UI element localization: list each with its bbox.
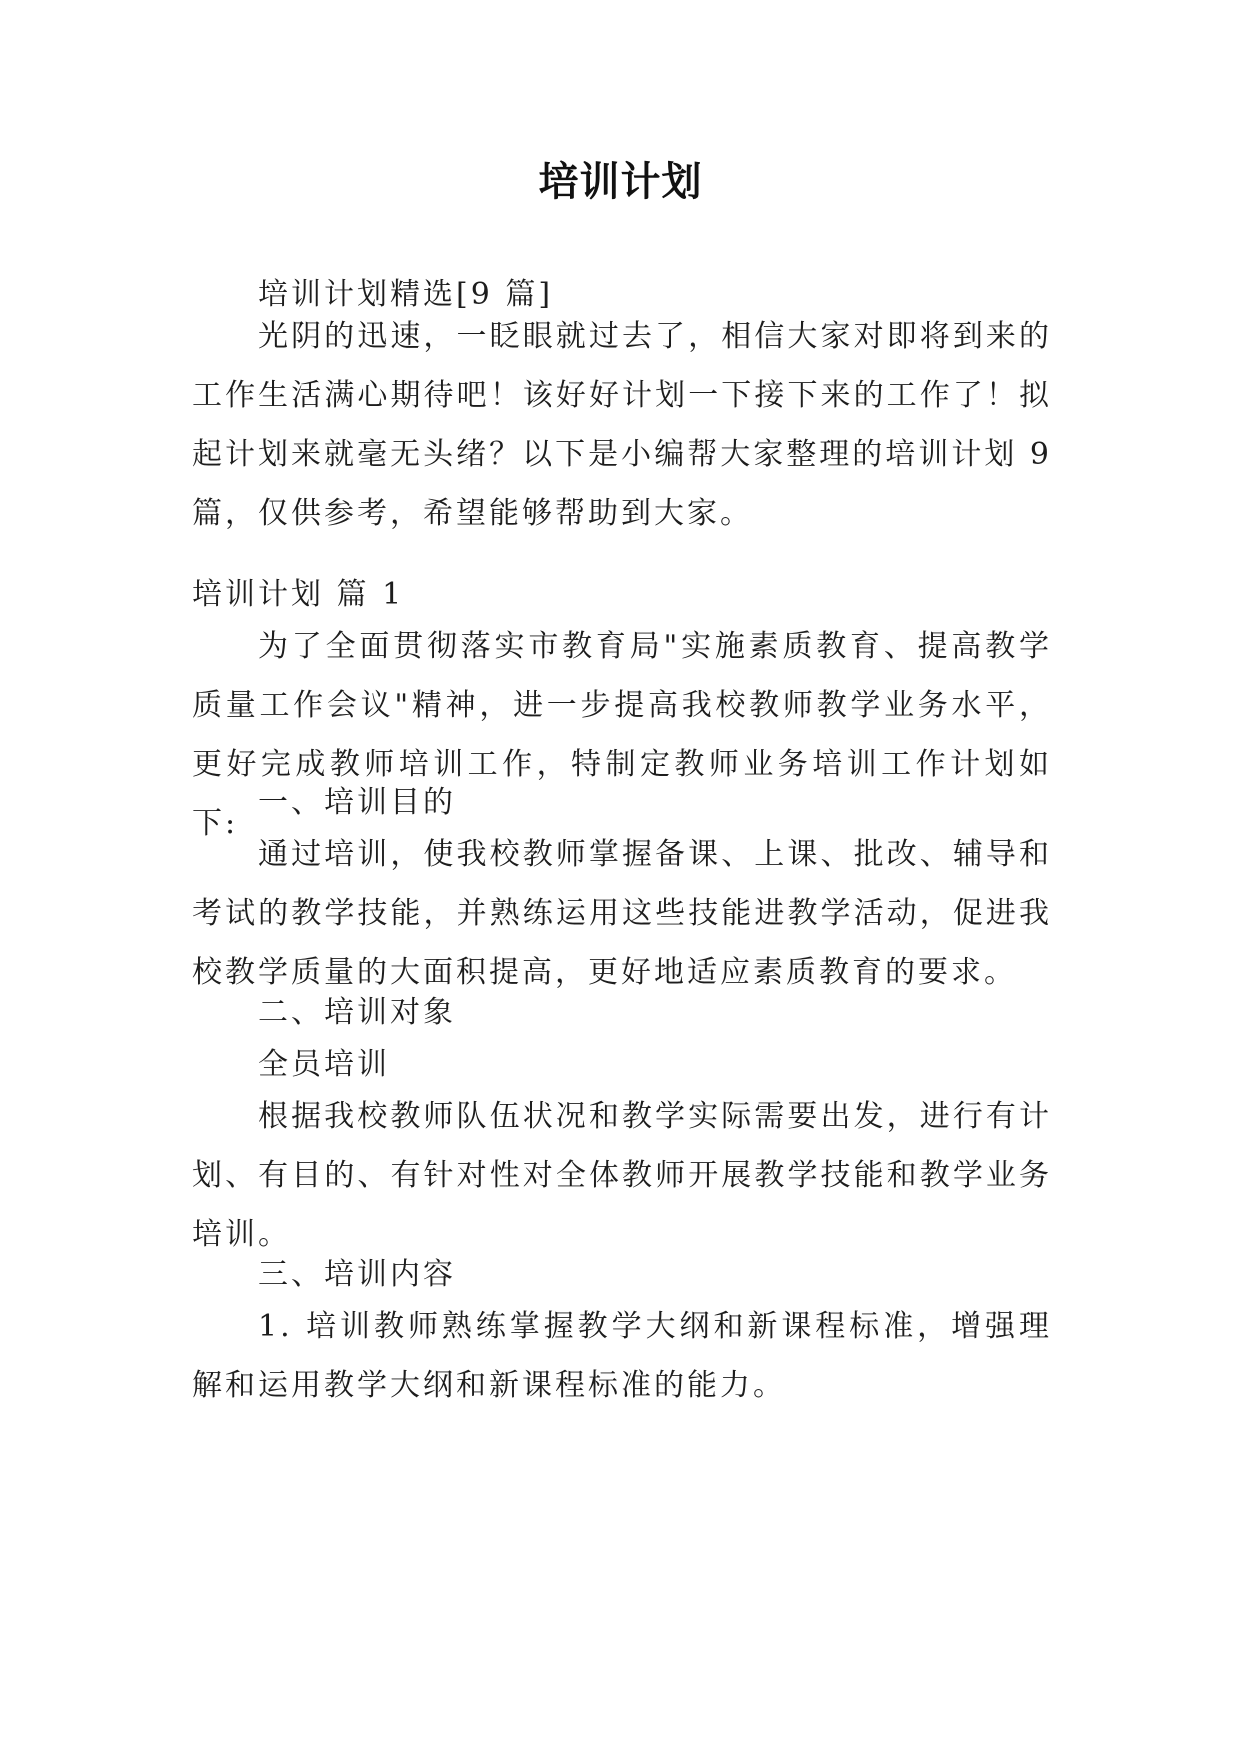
heading-training-goal: 一、培训目的: [258, 785, 456, 820]
heading-training-target: 二、培训对象: [258, 995, 456, 1030]
training-target-text: 全员培训: [258, 1047, 390, 1082]
training-content-paragraph: 1. 培训教师熟练掌握教学大纲和新课程标准，增强理解和运用教学大纲和新课程标准的能力。: [192, 1309, 1052, 1403]
training-goal-paragraph: 通过培训，使我校教师掌握备课、上课、批改、辅导和考试的教学技能，并熟练运用这些技能进教学活动，促进我校教学质量的大面积提高，更好地适应素质教育的要求。: [192, 837, 1052, 990]
training-target-paragraph: 根据我校教师队伍状况和教学实际需要出发，进行有计划、有目的、有针对性对全体教师开展教学技能和教学业务培训。: [192, 1099, 1052, 1252]
section-heading: 培训计划 篇 1: [192, 577, 405, 612]
heading-training-content: 三、培训内容: [258, 1257, 456, 1292]
intro-paragraph: 光阴的迅速，一眨眼就过去了，相信大家对即将到来的工作生活满心期待吧！该好好计划一下接下来的工作了！拟起计划来就毫无头绪？以下是小编帮大家整理的培训计划 9 篇，仅供参考，希望能够帮助到大家。: [192, 319, 1052, 531]
document-subtitle: 培训计划精选[9 篇]: [258, 277, 554, 312]
document-title: 培训计划: [538, 158, 703, 205]
purpose-paragraph: 为了全面贯彻落实市教育局"实施素质教育、提高教学质量工作会议"精神，进一步提高我校教师教学业务水平，更好完成教师培训工作，特制定教师业务培训工作计划如下:: [192, 629, 1052, 841]
